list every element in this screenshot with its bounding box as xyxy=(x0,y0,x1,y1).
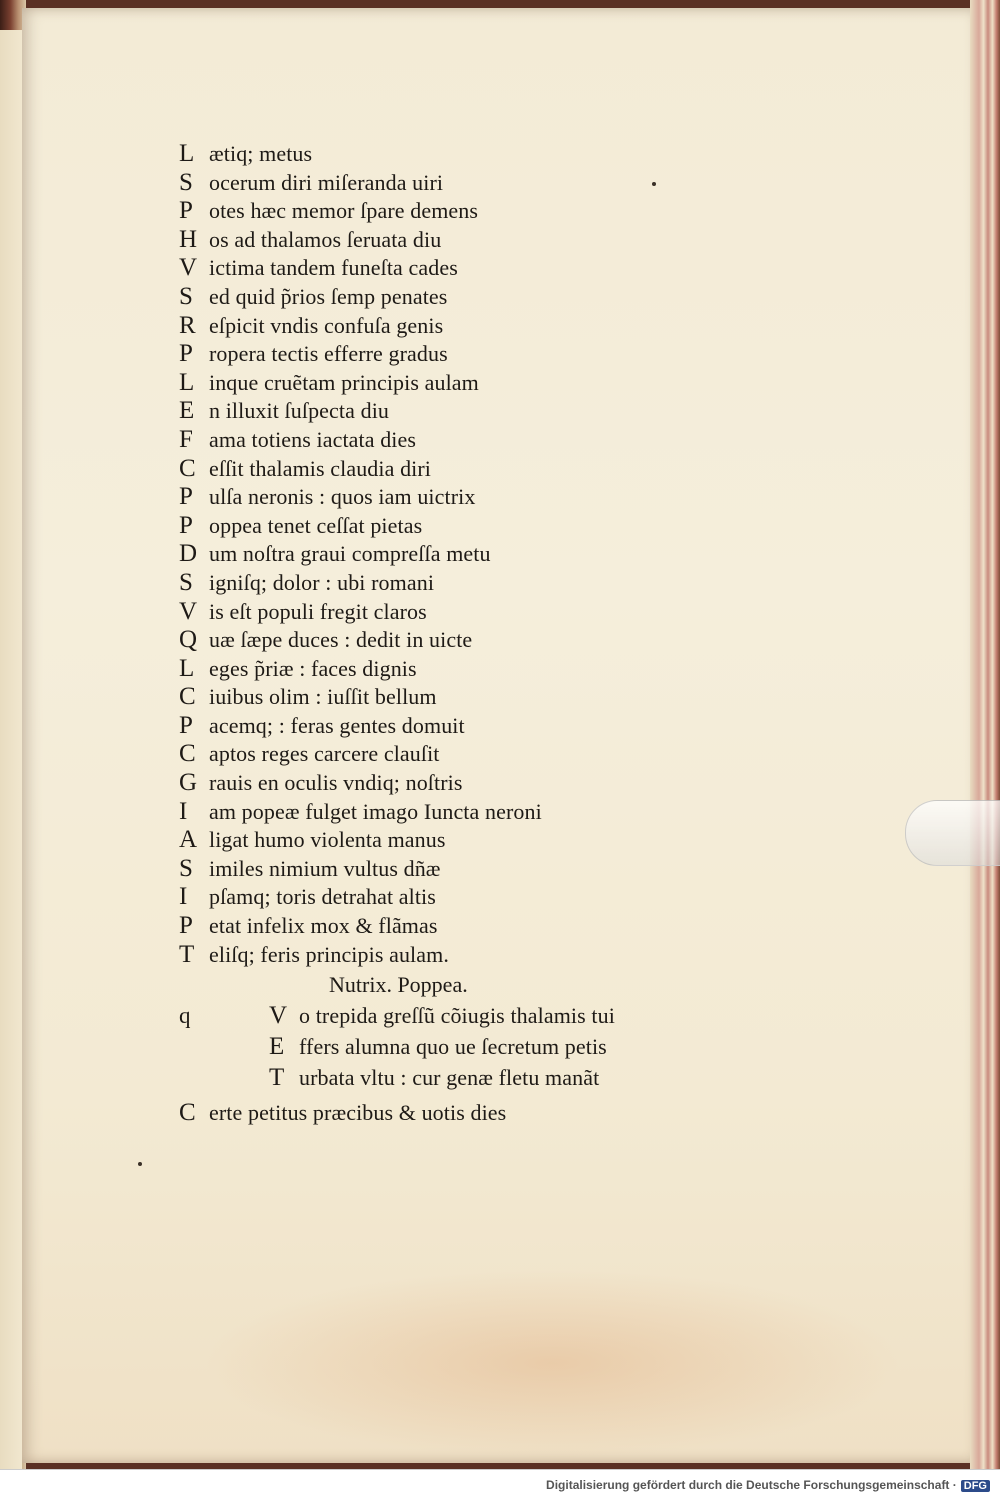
verse-text: otes hæc memor ſpare demens xyxy=(209,198,479,224)
verse-line xyxy=(179,455,615,484)
verse-text: inque cruẽtam principis aulam xyxy=(209,369,479,395)
verse-text: eges p̃riæ : faces dignis xyxy=(209,655,417,681)
verse-line xyxy=(179,655,615,684)
verse-text: eſpicit vndis confuſa genis xyxy=(209,312,444,338)
verse-text: uæ ſæpe duces : dedit in uicte xyxy=(209,627,473,653)
verse-initial: I xyxy=(179,797,188,825)
verse-initial: C xyxy=(179,454,196,482)
verse-initial: S xyxy=(179,282,193,310)
verse-text: is eſt populi fregit claros xyxy=(209,598,427,624)
verse-line xyxy=(179,397,615,426)
verse-initial: T xyxy=(179,940,195,968)
final-verse xyxy=(179,1099,615,1128)
verse-initial: S xyxy=(179,854,193,882)
verse-line xyxy=(179,626,615,655)
verse-line xyxy=(179,712,615,741)
verse-text: ocerum diri miſeranda uiri xyxy=(209,169,444,195)
verse-line xyxy=(179,740,615,769)
verse-text: rauis en oculis vndiq; noſtris xyxy=(209,770,463,796)
verse-text: ama totiens iactata dies xyxy=(209,426,417,452)
verse-text: ætiq; metus xyxy=(209,141,313,166)
ink-speck xyxy=(138,1162,142,1166)
dialogue-line xyxy=(179,1062,615,1093)
verse-line xyxy=(179,912,615,941)
dfg-logo: DFG xyxy=(961,1480,990,1492)
verse-initial: I xyxy=(179,883,188,911)
verse-line xyxy=(179,512,615,541)
verse-line xyxy=(179,769,615,798)
verse-text: igniſq; dolor : ubi romani xyxy=(209,569,435,595)
verse-line xyxy=(179,312,615,341)
verse-text: urbata vltu : cur genæ fletu manãt xyxy=(299,1065,600,1091)
verse-text: eliſq; feris principis aulam. xyxy=(209,941,449,967)
verse-text: ed quid p̃rios ſemp penates xyxy=(209,283,448,309)
verse-text: um noſtra graui compreſſa metu xyxy=(209,541,491,567)
dialogue-list xyxy=(179,1000,615,1093)
verse-initial: V xyxy=(179,254,198,282)
gutter-mark: q xyxy=(179,1003,191,1029)
page-stain xyxy=(202,1268,902,1458)
verse-text: imiles nimium vultus dñæ xyxy=(209,855,441,881)
verse-line xyxy=(179,226,615,255)
verse-line xyxy=(179,140,615,169)
verse-text: oppea tenet ceſſat pietas xyxy=(209,512,423,538)
verse-text: ligat humo violenta manus xyxy=(209,827,446,853)
verse-initial: L xyxy=(179,654,195,682)
verse-initial: H xyxy=(179,225,198,253)
verse-text: ulſa neronis : quos iam uictrix xyxy=(209,484,476,510)
page-tab-marker xyxy=(905,800,1000,866)
dialogue-line xyxy=(179,1031,615,1062)
verse-line xyxy=(179,569,615,598)
verse-text: ropera tectis efferre gradus xyxy=(209,341,448,367)
verse-initial: R xyxy=(179,311,196,339)
verse-initial: A xyxy=(179,826,198,854)
verse-line xyxy=(179,369,615,398)
verse-line xyxy=(179,883,615,912)
verse-text: n illuxit ſuſpecta diu xyxy=(209,398,390,424)
verse-line xyxy=(179,283,615,312)
verse-initial: E xyxy=(269,1033,285,1061)
verse-initial: Q xyxy=(179,626,198,654)
verse-line xyxy=(179,254,615,283)
verse-list xyxy=(179,140,615,969)
verse-text: ffers alumna quo ue ſecretum petis xyxy=(299,1034,607,1060)
verse-initial: F xyxy=(179,425,193,453)
ink-speck xyxy=(652,182,656,186)
verse-text: acemq; : feras gentes domuit xyxy=(209,712,465,738)
verse-line xyxy=(179,941,615,970)
verse-line xyxy=(179,426,615,455)
verse-initial: V xyxy=(179,597,198,625)
verse-text: iuibus olim : iuſſit bellum xyxy=(209,684,437,710)
verse-text: am popeæ fulget imago Iuncta neroni xyxy=(209,798,542,824)
verse-initial: C xyxy=(179,1099,196,1127)
footer-credit xyxy=(546,1478,990,1492)
text-block xyxy=(179,140,615,1128)
dialogue-line xyxy=(179,1000,615,1031)
verse-text: erte petitus præcibus & uotis dies xyxy=(209,1100,507,1126)
verse-line xyxy=(179,197,615,226)
verse-initial: P xyxy=(179,511,193,539)
digitization-footer xyxy=(0,1469,1000,1504)
verse-line xyxy=(179,798,615,827)
verse-initial: P xyxy=(179,340,193,368)
verse-text: eſſit thalamis claudia diri xyxy=(209,455,432,481)
verse-initial: C xyxy=(179,740,196,768)
verse-initial: P xyxy=(179,711,193,739)
verse-initial: L xyxy=(179,140,195,167)
verse-text: etat infelix mox & flãmas xyxy=(209,913,438,939)
verse-initial: S xyxy=(179,168,193,196)
verse-text: pſamq; toris detrahat altis xyxy=(209,884,436,910)
verse-line xyxy=(179,855,615,884)
verse-line xyxy=(179,483,615,512)
previous-page-edge xyxy=(0,30,23,1470)
verse-line xyxy=(179,826,615,855)
verse-text: ictima tandem funeſta cades xyxy=(209,255,458,281)
verse-text: aptos reges carcere clauſit xyxy=(209,741,440,767)
verse-initial: L xyxy=(179,368,195,396)
verse-text: os ad thalamos ſeruata diu xyxy=(209,226,442,252)
verse-initial: D xyxy=(179,540,198,568)
verse-line xyxy=(179,598,615,627)
speaker-heading: Nutrix. Poppea. xyxy=(329,972,468,998)
verse-text: o trepida greſſũ cõiugis thalamis tui xyxy=(299,1003,615,1029)
page-edges xyxy=(970,0,1000,1504)
verse-initial: V xyxy=(269,1002,288,1030)
verse-initial: S xyxy=(179,568,193,596)
verse-line xyxy=(179,683,615,712)
verse-initial: C xyxy=(179,683,196,711)
verse-initial: T xyxy=(269,1064,285,1092)
verse-line xyxy=(179,340,615,369)
verse-line xyxy=(179,540,615,569)
verse-initial: E xyxy=(179,397,195,425)
verse-initial: P xyxy=(179,912,193,940)
verse-initial: G xyxy=(179,769,198,797)
verse-line xyxy=(179,169,615,198)
verse-initial: P xyxy=(179,197,193,225)
footer-credit-text: Digitalisierung gefördert durch die Deutsche Forschungsgemeinschaft · xyxy=(546,1478,957,1492)
verse-initial: P xyxy=(179,483,193,511)
